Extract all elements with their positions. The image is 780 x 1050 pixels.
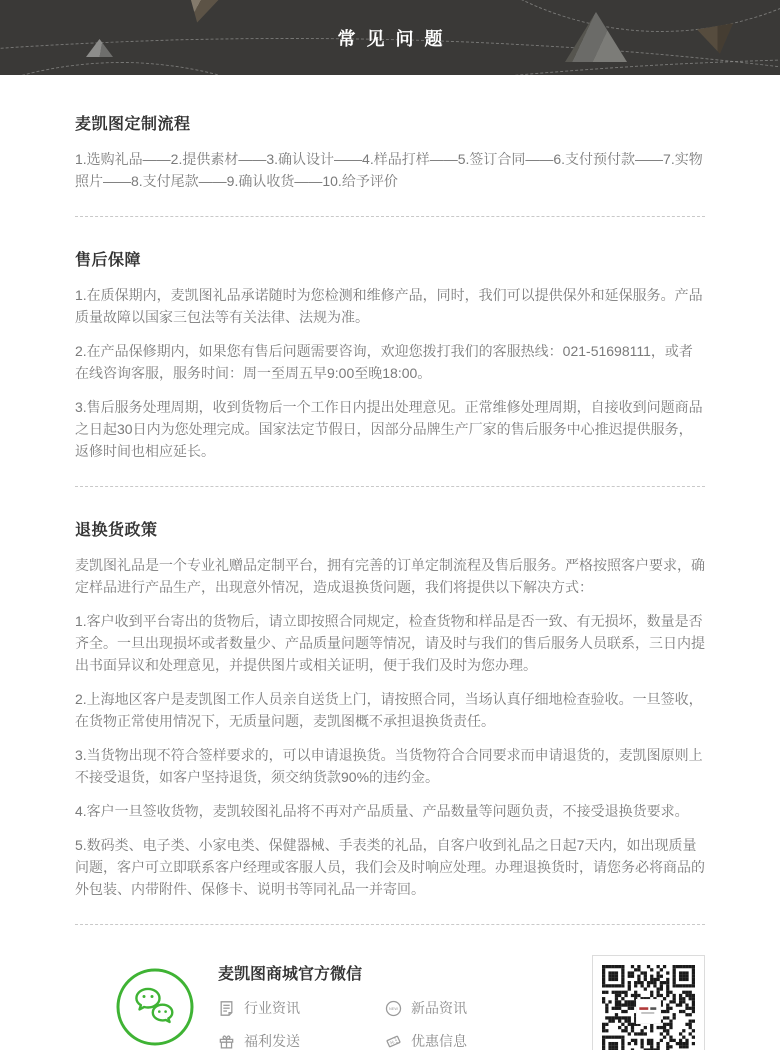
paragraph: 3.售后服务处理周期，收到货物后一个工作日内提出处理意见。正常维修处理周期，自接收到问题商品之日起30日内为您处理完成。国家法定节假日，因部分品牌生产厂家的售后服务中心推迟提供服务，返修时间也相应延长。 bbox=[75, 399, 703, 459]
svg-text:NEW: NEW bbox=[389, 1006, 398, 1011]
dashed-divider bbox=[75, 486, 705, 487]
section-heading: 麦凯图定制流程 bbox=[75, 116, 191, 133]
news-icon bbox=[218, 1000, 235, 1017]
paragraph: 5.数码类、电子类、小家电类、保健器械、手表类的礼品，自客户收到礼品之日起7天内，如出现质量问题，客户可立即联系客户经理或客服人员，我们会及时响应处理。办理退换货时，请您务必将商品的外包装、内带附件、保修卡、说明书等同礼品一并寄回。 bbox=[75, 837, 705, 897]
feature-label: 福利发送 bbox=[244, 1033, 300, 1049]
feature-label: 行业资讯 bbox=[244, 1000, 300, 1016]
section-heading: 售后保障 bbox=[75, 252, 142, 269]
wechat-info bbox=[218, 955, 548, 1050]
paragraph: 1.客户收到平台寄出的货物后，请立即按照合同规定，检查货物和样品是否一致、有无损坏，数量是否齐全。一旦出现损坏或者数量少、产品质量问题等情况，请及时与我们的售后服务人员联系，三日内提出书面异议和处理意见，并提供图片或相关证明，便于我们及时为您办理。 bbox=[75, 613, 705, 673]
new-badge-icon bbox=[385, 1000, 402, 1017]
page-header bbox=[0, 0, 780, 75]
svg-text:%: % bbox=[389, 1039, 396, 1047]
feature-item bbox=[218, 998, 385, 1018]
wechat-footer bbox=[75, 955, 705, 1050]
paragraph: 2.上海地区客户是麦凯图工作人员亲自送货上门，请按照合同，当场认真仔细地检查验收。一旦签收，在货物正常使用情况下，无质量问题，麦凯图概不承担退换货责任。 bbox=[75, 691, 703, 729]
feature-item bbox=[385, 998, 552, 1018]
paragraph: 麦凯图礼品是一个专业礼赠品定制平台，拥有完善的订单定制流程及售后服务。严格按照客户要求，确定样品进行产品生产，出现意外情况，造成退换货问题，我们将提供以下解决方式： bbox=[75, 557, 705, 595]
feature-label: 新品资讯 bbox=[411, 1000, 467, 1016]
paragraph: 4.客户一旦签收货物，麦凯较图礼品将不再对产品质量、产品数量等问题负责，不接受退换货要求。 bbox=[75, 803, 689, 819]
section-return-policy bbox=[75, 517, 705, 900]
page-title: 常见问题 bbox=[337, 28, 454, 49]
dashed-divider bbox=[75, 924, 705, 925]
feature-label: 优惠信息 bbox=[411, 1033, 467, 1049]
feature-item bbox=[218, 1031, 385, 1050]
feature-item bbox=[385, 1031, 552, 1050]
gift-icon bbox=[218, 1033, 235, 1050]
qr-code bbox=[592, 955, 705, 1050]
process-steps: 1.选购礼品——2.提供素材——3.确认设计——4.样品打样——5.签订合同——6.支付预付款——7.实物照片——8.支付尾款——9.确认收货——10.给予评价 bbox=[75, 151, 703, 189]
section-heading: 退换货政策 bbox=[75, 522, 158, 539]
dashed-divider bbox=[75, 216, 705, 217]
wechat-feature-grid bbox=[218, 998, 548, 1050]
paragraph: 1.在质保期内，麦凯图礼品承诺随时为您检测和维修产品，同时，我们可以提供保外和延保服务。产品质量故障以国家三包法等有关法律、法规为准。 bbox=[75, 287, 703, 325]
qr-pattern bbox=[602, 965, 695, 1050]
wechat-icon bbox=[115, 967, 195, 1047]
section-aftersales bbox=[75, 247, 705, 462]
paragraph: 2.在产品保修期内，如果您有售后问题需要咨询，欢迎您拨打我们的客服热线：021-51698111，或者在线咨询客服，服务时间：周一至周五早9:00至晚18:00。 bbox=[75, 343, 693, 381]
paragraph: 3.当货物出现不符合签样要求的，可以申请退换货。当货物符合合同要求而申请退货的，麦凯图原则上不接受退货，如客户坚持退货，须交纳货款90%的违约金。 bbox=[75, 747, 703, 785]
wechat-title: 麦凯图商城官方微信 bbox=[218, 966, 363, 983]
coupon-icon bbox=[385, 1033, 402, 1050]
content bbox=[0, 75, 780, 1050]
section-custom-process bbox=[75, 111, 705, 192]
